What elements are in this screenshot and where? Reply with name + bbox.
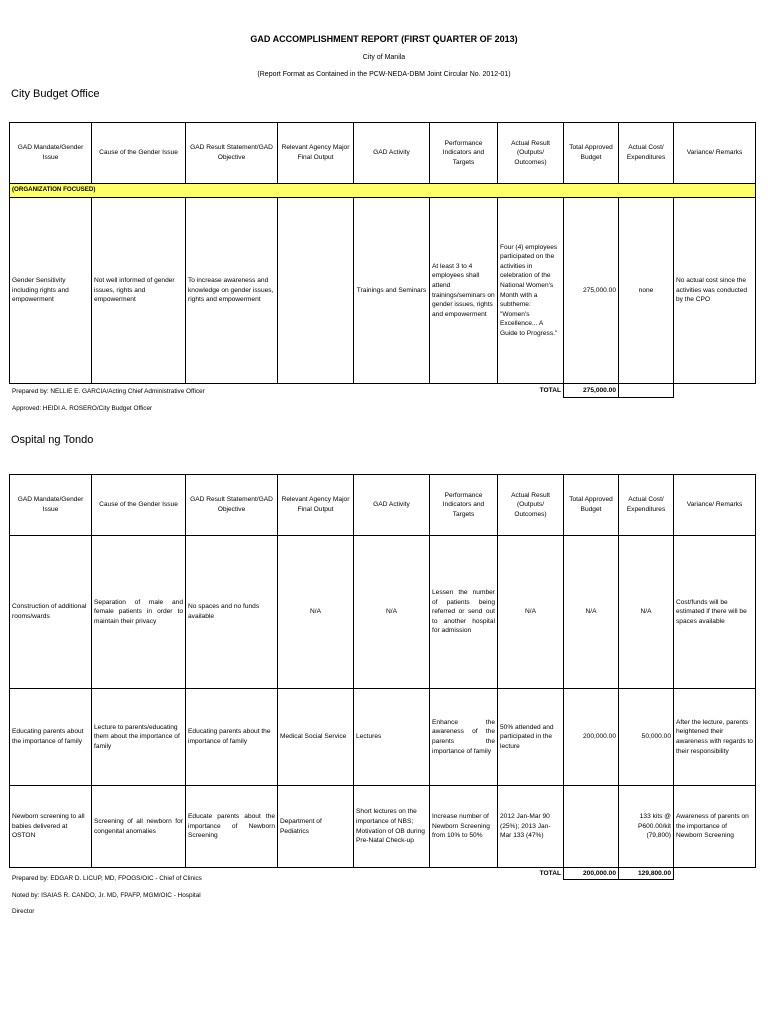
total-budget: 200,000.00 [564,868,619,880]
cell-mfo: Medical Social Service [278,689,354,786]
cell-result: 2012 Jan-Mar 90 (25%); 2013 Jan-Mar 133 (47%) [498,786,564,868]
cell-activity: Lectures [354,689,430,786]
table-row [10,689,756,786]
noted-by-continued: Director [12,908,35,915]
office-title-city-budget: City Budget Office [11,88,100,100]
report-city: City of Manila [362,54,406,61]
noted-by: Noted by: ISAIAS R. CANDO, Jr. MD, FPAFP, MGM/OIC - Hospital [12,892,201,899]
prepared-by: Prepared by: NELLIE E. GARCIA/Acting Chief Administrative Officer [12,388,205,395]
table-row [10,198,756,384]
cell-indicators: Enhance the awareness of the parents the importance of family [430,689,498,786]
gad-table-city-budget [9,122,756,398]
header-cell: Actual Cost/ Expenditures [619,475,674,536]
cell-objective: Educating parents about the importance of family [186,689,278,786]
report-format-note: (Report Format as Contained in the PCW-NEDA-DBM Joint Circular No. 2012-01) [257,71,511,78]
report-title: GAD ACCOMPLISHMENT REPORT (FIRST QUARTER OF 2013) [250,34,518,44]
cell-objective: No spaces and no funds available [186,536,278,689]
cell-cause: Screening of all newborn for congenital anomalies [92,786,186,868]
header-cell: GAD Mandate/Gender Issue [10,123,92,184]
header-cell: Variance/ Remarks [674,123,756,184]
prepared-by: Prepared by: EDGAR D. LICUP, MD, FPOGS/OIC - Chief of Clinics [12,875,202,882]
cell-remarks: After the lecture, parents heightened their awareness with regards to their responsibility [674,689,756,786]
cell-budget: 200,000.00 [564,689,619,786]
cell-result: N/A [498,536,564,689]
cell-indicators: Lessen the number of patients being referred or send out to another hospital for admission [430,536,498,689]
cell-cost: 133 kits @ P600.00/kit (79,800) [619,786,674,868]
header-cell: Cause of the Gender Issue [92,123,186,184]
cell-mfo [278,198,354,384]
header-cell: GAD Result Statement/GAD Objective [186,475,278,536]
cell-cost: none [619,198,674,384]
header-cell: Performance Indicators and Targets [430,123,498,184]
header-cell: Actual Result (Outputs/ Outcomes) [498,475,564,536]
cell-indicators: At least 3 to 4 employees shall attend trainings/seminars on gender issues, rights and empowerment [430,198,498,384]
gad-table-ospital [9,474,756,880]
table-header-row [10,123,756,184]
cell-budget: 275,000.00 [564,198,619,384]
cell-activity: Short lectures on the importance of NBS; Motivation of OB during Pre-Natal Check-up [354,786,430,868]
cell-result: 50% attended and participated in the lecture [498,689,564,786]
cell-mandate: Educating parents about the importance of family [10,689,92,786]
cell-indicators: Increase number of Newborn Screening from 10% to 50% [430,786,498,868]
office-title-ospital: Ospital ng Tondo [11,434,94,446]
header-cell: Actual Cost/ Expenditures [619,123,674,184]
cell-activity: Trainings and Seminars [354,198,430,384]
header-cell: GAD Activity [354,475,430,536]
table-row [10,536,756,689]
table-header-row [10,475,756,536]
total-cost [619,384,674,398]
cell-mandate: Newborn screening to all babies delivered at OSTON [10,786,92,868]
header-cell: GAD Result Statement/GAD Objective [186,123,278,184]
cell-cost: 50,000.00 [619,689,674,786]
header-cell: Performance Indicators and Targets [430,475,498,536]
cell-activity: N/A [354,536,430,689]
cell-mfo: Department of Pediatrics [278,786,354,868]
cell-mandate: Construction of additional rooms/wards [10,536,92,689]
header-cell: Relevant Agency Major Final Output [278,475,354,536]
organization-focused-label: (ORGANIZATION FOCUSED) [10,184,756,198]
header-cell: Actual Result (Outputs/ Outcomes) [498,123,564,184]
total-label: TOTAL [539,869,561,877]
cell-remarks: No actual cost since the activities was conducted by the CPO [674,198,756,384]
header-cell: GAD Activity [354,123,430,184]
cell-objective: To increase awareness and knowledge on gender issues, rights and empowerment [186,198,278,384]
total-cost: 129,800.00 [619,868,674,880]
header-cell: Cause of the Gender Issue [92,475,186,536]
header-cell: Relevant Agency Major Final Output [278,123,354,184]
cell-budget: N/A [564,536,619,689]
cell-mandate: Gender Sensitivity including rights and empowerment [10,198,92,384]
cell-budget [564,786,619,868]
cell-remarks: Awareness of parents on the importance of Newborn Screening [674,786,756,868]
header-cell: Total Approved Budget [564,475,619,536]
cell-cause: Separation of male and female patients in order to maintain their privacy [92,536,186,689]
table-row [10,786,756,868]
cell-objective: Educate parents about the importance of Newborn Screening [186,786,278,868]
header-cell: GAD Mandate/Gender Issue [10,475,92,536]
header-cell: Total Approved Budget [564,123,619,184]
cell-result: Four (4) employees participated on the activities in celebration of the National Women's Month with a subtheme: "Women's Excellence... A Guide to Progress." [498,198,564,384]
total-budget: 275,000.00 [564,384,619,398]
cell-cause: Not well informed of gender issues, rights and empowerment [92,198,186,384]
total-label: TOTAL [539,386,561,394]
cell-cost: N/A [619,536,674,689]
cell-cause: Lecture to parents/educating them about the importance of family [92,689,186,786]
cell-remarks: Cost/funds will be estimated if there will be spaces available [674,536,756,689]
header-cell: Variance/ Remarks [674,475,756,536]
cell-mfo: N/A [278,536,354,689]
approved-by: Approved: HEIDI A. ROSERO/City Budget Officer [12,405,153,412]
